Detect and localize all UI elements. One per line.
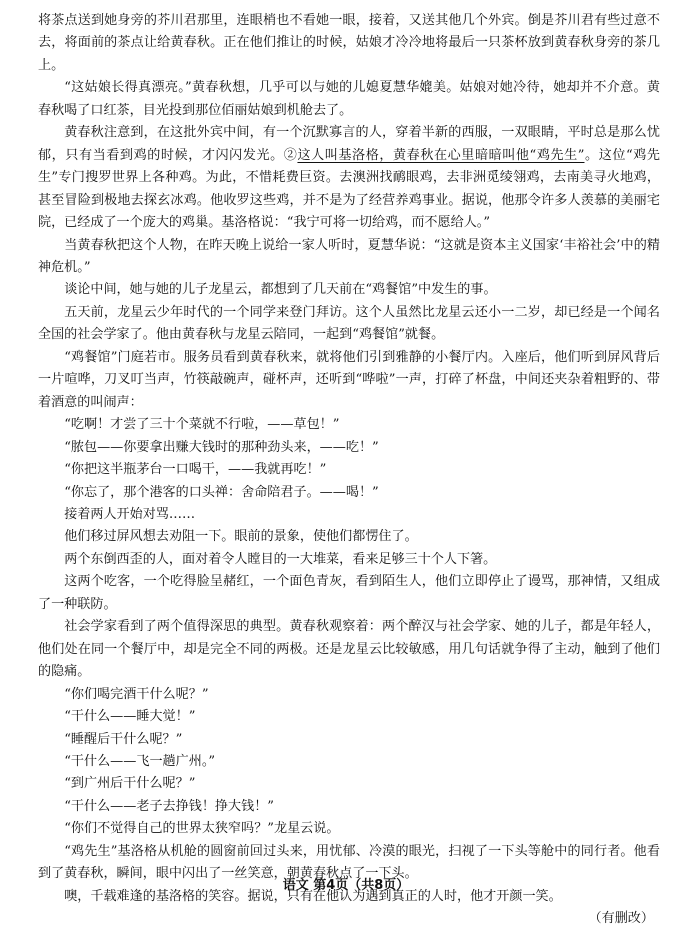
dialogue-line: “你们喝完酒干什么呢？” (64, 686, 209, 702)
dialogue-line: “吃啊！才尝了三十个菜就不行啦，——草包！” (64, 417, 340, 433)
reading-passage (38, 10, 660, 931)
paragraph-with-marked-sentence (38, 122, 660, 234)
underlined-sentence: 这人叫基洛格，黄春秋在心里暗暗叫他“鸡先生” (297, 147, 585, 163)
dialogue-line: “干什么——老子去挣钱！挣大钱！” (64, 798, 274, 814)
dialogue-line: 接着两人开始对骂…… (64, 506, 196, 522)
paragraph: 噢，千载难逢的基洛格的笑容。据说，只有在他认为遇到真正的人时，他才开颜一笑。 (64, 888, 562, 904)
dialogue-line: “脓包——你要拿出赚大钱时的那种劲头来，——吃！” (64, 439, 379, 455)
dialogue-line: “睡醒后干什么呢？” (64, 731, 183, 747)
dialogue-line: “你们不觉得自己的世界太狭窄吗？”龙星云说。 (64, 821, 340, 837)
paragraph: 五天前，龙星云少年时代的一个同学来登门拜访。这个人虽然比龙星云还小一二岁，却已经是一个闻名全国的社会学家了。他由黄春秋与龙星云陪同，一起到“鸡餐馆”就餐。 (38, 304, 660, 343)
question-marker: ② (283, 147, 298, 163)
paragraph: 两个东倒西歪的人，面对着令人瞠目的一大堆菜，看来足够三十个人下箸。 (64, 551, 497, 567)
dialogue-line: “你忘了，那个港客的口头禅：舍命陪君子。——喝！” (64, 484, 379, 500)
paragraph-text: 黄春秋注意到，在这批外宾中间，有一个沉默寡言的人，穿着半新的西服，一双眼睛，平时总是那么忧郁，只有当看到鸡的时候，才闪闪发光。 (38, 125, 660, 163)
paragraph-text: 。这位“鸡先生”专门搜罗世界上各种鸡。为此，不惜耗费巨资。去澳洲找鸸眼鸡，去非洲觅绫翎鸡，去南美寻火地鸡，甚至冒险到极地去探玄冰鸡。他收罗这些鸡，并不是为了经营养鸡事业。据说，他那令许多人羡慕的美丽宅院，已经成了一个庞大的鸡巢。基洛格说：“我宁可将一切给鸡，而不愿给人。” (38, 147, 661, 231)
paragraph: 当黄春秋把这个人物，在昨天晚上说给一家人听时，夏慧华说：“这就是资本主义国家‘丰裕社会’中的精神危机。” (38, 237, 660, 275)
paragraph: 将茶点送到她身旁的芥川君那里，连眼梢也不看她一眼，接着，又送其他几个外宾。倒是芥川君有些过意不去，将面前的茶点让给黄春秋。正在他们推让的时候，姑娘才冷冷地将最后一只茶杯放到黄春秋身旁的茶几上。 (38, 13, 660, 73)
abridged-note: （有删改） (588, 911, 654, 927)
paragraph: 这两个吃客，一个吃得脸呈赭红，一个面色青灰，看到陌生人，他们立即停止了谩骂，那神情，又组成了一种联防。 (38, 574, 660, 612)
paragraph: “这姑娘长得真漂亮。”黄春秋想，几乎可以与她的儿媳夏慧华媲美。姑娘对她冷待，她却并不介意。黄春秋喝了口红茶，目光投到那位佰丽姑娘到机舱去了。 (38, 80, 660, 118)
paragraph: 他们移过屏风想去劝阻一下。眼前的景象，使他们都愣住了。 (64, 529, 418, 545)
page-footer: 语文 第4页（共8页） (282, 878, 410, 893)
dialogue-line: “到广州后干什么呢？” (64, 776, 196, 792)
paragraph: 谈论中间，她与她的儿子龙星云，都想到了几天前在“鸡餐馆”中发生的事。 (64, 282, 497, 298)
dialogue-line: “你把这半瓶茅台一口喝干，——我就再吃！” (64, 462, 327, 478)
dialogue-line: “干什么——睡大觉！” (64, 709, 196, 725)
dialogue-line: “干什么——飞一趟广州。” (64, 753, 216, 769)
paragraph: 社会学家看到了两个值得深思的典型。黄春秋观察着：两个醉汉与社会学家、她的儿子，都是年轻人，他们处在同一个餐厅中，却是完全不同的两极。还是龙星云比较敏感，用几句话就争得了主动，触到了他们的隐痛。 (38, 619, 660, 680)
paragraph: “鸡餐馆”门庭若市。服务员看到黄春秋来，就将他们引到雅静的小餐厅内。入座后，他们听到屏风背后一片喧哗，刀叉叮当声，竹筷敲碗声，碰杯声，还听到“哗啦”一声，打碎了杯盘，中间还夹杂着粗野的、带着酒意的叫闹声： (38, 349, 660, 410)
paragraph: “鸡先生”基洛格从机舱的圆窗前回过头来，用忧郁、冷漠的眼光，扫视了一下头等舱中的同行者。他看到了黄春秋，瞬间，眼中闪出了一丝笑意，朝黄春秋点了一下头。 (38, 843, 660, 882)
